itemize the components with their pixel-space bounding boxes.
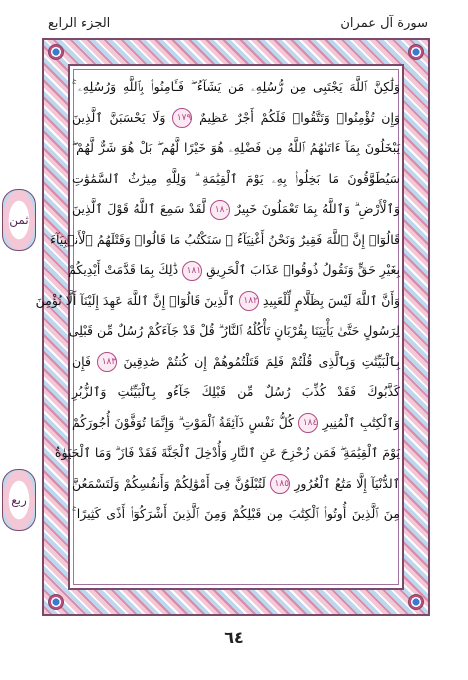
ayah-number-marker: ١٨٠ (210, 200, 230, 220)
verse-text: بِٱلْبَيِّنَٰتِ وَبِٱلَّذِى قُلْتُمْ فَلِمَ قَتَلْتُمُوهُمْ إِن كُنتُمْ صَٰدِقِينَ (123, 353, 400, 369)
thumun-label: ثمن (9, 213, 29, 227)
text-line (72, 408, 400, 438)
verse-text: لِرَسُولٍ حَتَّىٰ يَأْتِيَنَا بِقُرْبَانٍ تَأْكُلُهُ ٱلنَّارُ ۗ قُلْ قَدْ جَآءَكُمْ رُسُلٌ مِّن قَبْلِى (68, 323, 400, 338)
text-line (72, 377, 400, 407)
ayah-number-marker: ١٨٢ (239, 291, 259, 311)
verse-text: وَٱلْكِتَٰبِ ٱلْمُنِيرِ (322, 414, 400, 430)
text-line (72, 499, 400, 529)
verse-text: لَّقَدْ سَمِعَ ٱللَّهُ قَوْلَ ٱلَّذِينَ (72, 201, 206, 216)
rub-marker (2, 465, 36, 535)
verse-text: لَتُبْلَوُنَّ فِىٓ أَمْوَٰلِكُمْ وَأَنفُسِكُمْ وَلَتَسْمَعُنَّ (72, 475, 266, 491)
text-line (72, 347, 400, 377)
juz-name: الجزء الرابع (48, 16, 111, 31)
text-line (72, 72, 400, 102)
text-line (35, 286, 400, 316)
text-line (72, 164, 400, 194)
verse-text: وَلَٰكِنَّ ٱللَّهَ يَجْتَبِى مِن رُّسُلِهِۦ مَن يَشَآءُ ۖ فَـَٔامِنُوا۟ بِٱللَّهِ وَرُسُلِهِۦ ۚ (72, 79, 400, 94)
verse-text: فَإِن (72, 353, 91, 369)
verse-text: يَوْمَ ٱلْقِيَٰمَةِ ۖ فَمَن زُحْزِحَ عَنِ ٱلنَّارِ وَأُدْخِلَ ٱلْجَنَّةَ فَقَدْ فَازَ ۗ وَمَا ٱلْحَيَوٰةُ (54, 445, 400, 460)
text-line (72, 133, 400, 163)
ayah-number-marker: ١٨٥ (270, 474, 290, 494)
verse-text: سَيُطَوَّقُونَ مَا بَخِلُوا۟ بِهِۦ يَوْمَ ٱلْقِيَٰمَةِ ۗ وَلِلَّهِ مِيرَٰثُ ٱلسَّمَٰوَٰتِ (72, 170, 400, 186)
text-line (68, 255, 400, 285)
verse-text: بِغَيْرِ حَقٍّ وَنَقُولُ ذُوقُوا۟ عَذَابَ ٱلْحَرِيقِ (206, 262, 400, 277)
rub-label: ربع (11, 493, 27, 507)
verse-text: قَالُوٓا۟ إِنَّ ٱللَّهَ فَقِيرٌ وَنَحْنُ أَغْنِيَآءُ ۘ سَنَكْتُبُ مَا قَالُوا۟ وَقَتْلَهُمُ ٱلْأَنۢبِيَآءَ (50, 231, 400, 247)
verse-text: ذَٰلِكَ بِمَا قَدَّمَتْ أَيْدِيكُمْ (68, 262, 179, 277)
verse-text: مِنَ ٱلَّذِينَ أُوتُوا۟ ٱلْكِتَٰبَ مِن قَبْلِكُمْ وَمِنَ ٱلَّذِينَ أَشْرَكُوٓا۟ أَذًى كَثِيرًا ۚ (72, 506, 400, 521)
verse-text: وَإِن تُؤْمِنُوا۟ وَتَتَّقُوا۟ فَلَكُمْ أَجْرٌ عَظِيمٌ (199, 109, 400, 125)
quran-text (35, 72, 400, 592)
corner-ornament-icon (408, 594, 424, 610)
corner-ornament-icon (48, 594, 64, 610)
marker-medallion-icon (2, 189, 36, 251)
marker-medallion-icon (2, 469, 36, 531)
verse-text: وَٱلْأَرْضِ ۗ وَٱللَّهُ بِمَا تَعْمَلُونَ خَبِيرٌ (234, 201, 400, 216)
verse-text: ٱلَّذِينَ قَالُوٓا۟ إِنَّ ٱللَّهَ عَهِدَ إِلَيْنَآ أَلَّا نُؤْمِنَ (35, 292, 235, 308)
verse-text: كُلُّ نَفْسٍ ذَآئِقَةُ ٱلْمَوْتِ ۗ وَإِنَّمَا تُوَفَّوْنَ أُجُورَكُمْ (72, 414, 294, 430)
verse-text: يَبْخَلُونَ بِمَآ ءَاتَىٰهُمُ ٱللَّهُ مِن فَضْلِهِۦ هُوَ خَيْرًا لَّهُم ۖ بَلْ هُوَ شَرٌّ لَّهُمْ ۖ (72, 140, 400, 155)
verse-text: ٱلدُّنْيَآ إِلَّا مَتَٰعُ ٱلْغُرُورِ (294, 475, 400, 491)
surah-name: سورة آل عمران (340, 16, 428, 31)
ayah-number-marker: ١٧٩ (172, 108, 192, 128)
text-line (72, 103, 400, 133)
page-number: ٦٤ (224, 628, 244, 647)
verse-text: وَأَنَّ ٱللَّهَ لَيْسَ بِظَلَّامٍ لِّلْعَبِيدِ (262, 292, 400, 308)
corner-ornament-icon (408, 44, 424, 60)
ayah-number-marker: ١٨٤ (298, 413, 318, 433)
page-header (48, 16, 428, 38)
ayah-number-marker: ١٨١ (182, 261, 202, 281)
verse-text: وَلَا يَحْسَبَنَّ ٱلَّذِينَ (72, 109, 166, 125)
text-line (50, 225, 400, 255)
text-line (68, 316, 400, 346)
ayah-number-marker: ١٨٣ (97, 352, 117, 372)
text-line (54, 438, 400, 468)
text-line (72, 469, 400, 499)
corner-ornament-icon (48, 44, 64, 60)
text-line (72, 194, 400, 224)
thumun-marker (2, 185, 36, 255)
verse-text: كَذَّبُوكَ فَقَدْ كُذِّبَ رُسُلٌ مِّن قَبْلِكَ جَآءُو بِٱلْبَيِّنَٰتِ وَٱلزُّبُرِ (72, 384, 400, 399)
